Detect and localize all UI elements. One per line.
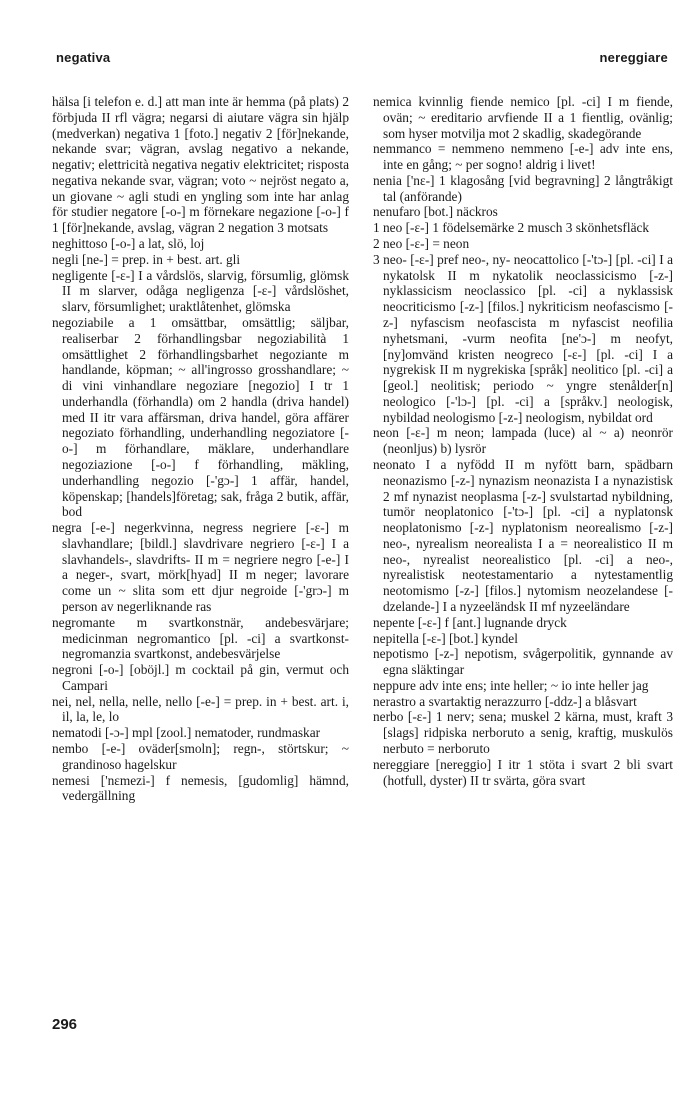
dictionary-entry: nerbo [-ɛ-] 1 nerv; sena; muskel 2 kärna, must, kraft 3 [slags] ridpiska nerboruto a senig, kraftig, muskulös nerbuto = nerboruto: [373, 709, 673, 757]
running-head-right: nereggiare: [599, 50, 668, 65]
dictionary-entry: nemica kvinnlig fiende nemico [pl. -ci] I m fiende, ovän; ~ ereditario arvfiende II a 1 fientlig, ovänlig; som hyser motvilja mot 2 skadlig, skadegörande: [373, 94, 673, 141]
dictionary-entry: neghittoso [-o-] a lat, slö, loj: [52, 236, 205, 252]
dictionary-entry: nembo [-e-] oväder[smoln]; regn-, störtskur; ~ grandinoso hagelskur: [52, 741, 349, 772]
dictionary-entry: negligente [-ɛ-] I a vårdslös, slarvig, försumlig, glömsk II m slarver, odåga negligenza [-ɛ-] vårdslöshet, slarv, försumlighet; uraktlåtenhet, glömska: [52, 267, 349, 315]
dictionary-entry: nemmanco = nemmeno nemmeno [-e-] adv inte ens, inte en gång; ~ per sogno! aldrig i livet!: [373, 141, 673, 173]
dictionary-entry: negra [-e-] negerkvinna, negress negriere [-ɛ-] m slavhandlare; [bildl.] slavdrivare negriero [-ɛ-] I a slavhandels-, slavdrifts- II m = negriere negro [-e-] I a neger-, svart, mörk[hyad] II m neger; lavorare come un ~ slita som ett djur negroide [-'grɔ-] m person av negerliknande ras: [52, 520, 349, 614]
dictionary-entry: negli [ne-] = prep. in + best. art. gli: [52, 251, 241, 267]
dictionary-entry: neppure adv inte ens; inte heller; ~ io inte heller jag: [373, 677, 649, 693]
dictionary-entry: nepotismo [-z-] nepotism, svågerpolitik, gynnande av egna släktingar: [373, 646, 673, 678]
page-number: 296: [52, 1016, 78, 1033]
dictionary-entry: 1 neo [-ɛ-] 1 födelsemärke 2 musch 3 skönhetsfläck: [373, 220, 650, 236]
dictionary-entry: 3 neo- [-ɛ-] pref neo-, ny- neocattolico [-'tɔ-] [pl. -ci] I a nykatolsk II m nykatolik neoclassicismo [-z-] nyklassicism neoclassico [pl. -ci] a nyklassisk neocriticismo [-z-] [filos.] nykriticism neofascismo [-z-] nyfascism neofascista m nyfascist neofilia nyhetsmani, -vurm neofita [ne'ɔ-] m neofyt, [ny]omvänd kristen neogreco [-ɛ-] [pl. -ci] I a nygrekisk II m nygrekiska [språk] neolitico [pl. -ci] a [geol.] neolitisk; periodo ~ yngre stenålder[n] neologico [-'lɔ-] [pl. -ci] a [språkv.] neologisk, nybildad neologismo [-z-] neologism, nybildat ord: [373, 251, 673, 425]
running-head-left: negativa: [56, 50, 111, 65]
dictionary-entry: nereggiare [nereggio] I itr 1 stöta i svart 2 bli svart (hotfull, dyster) II tr svärta, göra svart: [373, 756, 673, 788]
dictionary-entry: neon [-ɛ-] m neon; lampada (luce) al ~ a) neonrör (neonljus) b) lysrör: [373, 425, 673, 457]
dictionary-entry: hälsa [i telefon e. d.] att man inte är hemma (på plats) 2 förbjuda II rfl vägra; negarsi di aiutare vägra sin hjälp (medverkan) negativa 1 [foto.] negativ 2 [för]nekande, nekande svar; vägran, avslag negativo a nekande, negativ; elettricità negativa negativ elektricitet; risposta negativa nekande svar, vägran; voto ~ nejröst negato a, un giovane ~ agli studi en yngling som inte har anlag för studier negatore [-o-] m förnekare negazione [-o-] f 1 [för]nekande, avslag, vägran 2 negation 3 motsats: [52, 94, 349, 236]
dictionary-entry: nerastro a svartaktig nerazzurro [-ddz-] a blåsvart: [373, 693, 637, 709]
right-column: [373, 94, 673, 788]
dictionary-entry: nematodi [-ɔ-] mpl [zool.] nematoder, rundmaskar: [52, 725, 321, 741]
dictionary-entry: 2 neo [-ɛ-] = neon: [373, 236, 470, 252]
dictionary-entry: negromante m svartkonstnär, andebesvärjare; medicinman negromantico [pl. -ci] a svartkonst- negromanzia svartkonst, andebesvärjelse: [52, 614, 349, 662]
dictionary-entry: nemesi ['nɛmezi-] f nemesis, [gudomlig] hämnd, vedergällning: [52, 772, 349, 804]
dictionary-entry: nenufaro [bot.] näckros: [373, 204, 498, 220]
dictionary-entry: negoziabile a 1 omsättbar, omsättlig; säljbar, realiserbar 2 förhandlingsbar negoziabilità 1 omsättlighet 2 förhandlingsbarhet negoziante m handlande, köpman; ~ all'ingrosso grosshandlare; ~ di vini vinhandlare negoziare [negozio] I tr 1 underhandla (förhandla) om 2 handla (driva handel) med II itr vara affärsman, driva handel, göra affärer negoziato förhandling, underhandling negoziatore [-o-] m förhandlare, mäklare, underhandlare negoziazione [-o-] f förhandling, mäkling, underhandling negozio [-'gɔ-] 1 affär, handel, köpenskap; [handels]företag; sak, fråga 2 butik, affär, bod: [52, 314, 349, 520]
dictionary-entry: negroni [-o-] [oböjl.] m cocktail på gin, vermut och Campari: [52, 662, 349, 693]
dictionary-entry: nepitella [-ɛ-] [bot.] kyndel: [373, 630, 518, 646]
dictionary-entry: nenia ['nɛ-] 1 klagosång [vid begravning] 2 långtråkigt tal (anförande): [373, 172, 673, 204]
dictionary-entry: neonato I a nyfödd II m nyfött barn, spädbarn neonazismo [-z-] nynazism neonazista I a nynazistisk 2 mf nynazist neoplasma [-z-] svulstartad nybildning, tumör neoplatonico [-'tɔ-] [pl. -ci] a nyplatonsk neoplatonismo [-z-] nyplatonism neorealismo [-z-] neo-, nyrealism neorealista I a = neorealistico II m neo-, nyrealist neorealistico [pl. -ci] a neo-, nyrealistisk neotestamentario a nytestamentlig neotomismo [-z-] [filos.] nytomism neozelandese [-dzelande-] I a nyzeeländsk II mf nyzeeländare: [373, 456, 673, 614]
left-column: [52, 94, 349, 804]
dictionary-entry: nepente [-ɛ-] f [ant.] lugnande dryck: [373, 614, 567, 630]
dictionary-entry: nei, nel, nella, nelle, nello [-e-] = prep. in + best. art. i, il, la, le, lo: [52, 693, 349, 725]
